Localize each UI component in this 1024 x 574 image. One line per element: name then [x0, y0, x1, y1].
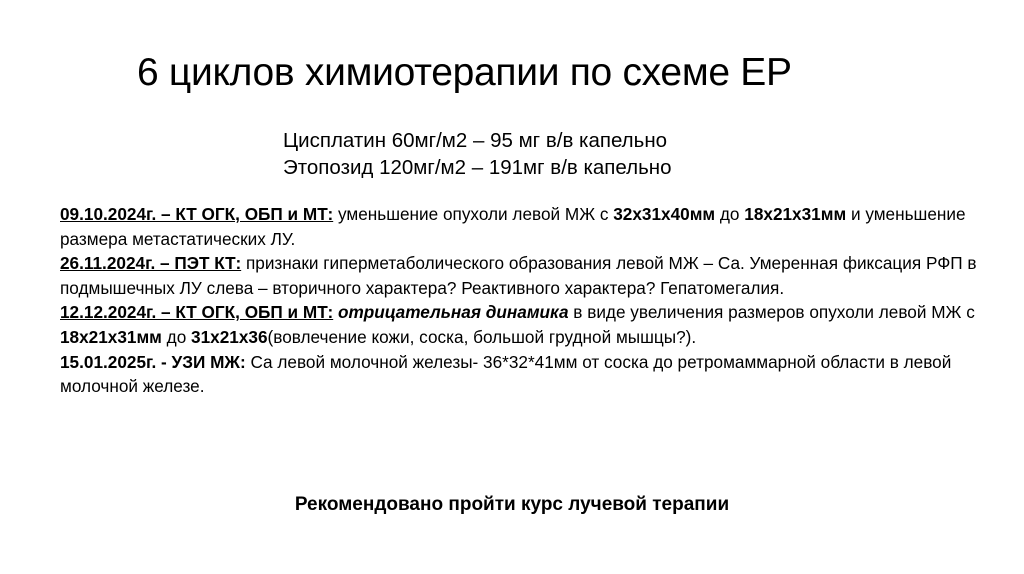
finding-entry-ct-dec: [60, 300, 980, 349]
finding-entry-pet-ct: [60, 251, 980, 300]
tumor-size: 32х31х40мм: [613, 204, 716, 224]
drug-line-etoposide: Этопозид 120мг/м2 – 191мг в/в капельно: [283, 156, 672, 179]
finding-heading: 12.12.2024г. – КТ ОГК, ОБП и МТ:: [60, 302, 334, 323]
drug-line-cisplatin: Цисплатин 60мг/м2 – 95 мг в/в капельно: [283, 129, 668, 152]
tumor-size: 18х21х31мм: [60, 326, 162, 347]
finding-text: до: [715, 204, 745, 224]
finding-heading: 09.10.2024г. – КТ ОГК, ОБП и МТ:: [60, 204, 334, 224]
finding-entry-ultrasound: [60, 350, 980, 399]
finding-text: до: [161, 326, 192, 347]
finding-heading: 26.11.2024г. – ПЭТ КТ:: [60, 253, 242, 274]
negative-dynamics-text: отрицательная динамика: [337, 302, 569, 323]
recommendation-text: Рекомендовано пройти курс лучевой терапии: [294, 494, 730, 515]
drug-dosage-block: [283, 127, 671, 181]
finding-text: признаки гиперметаболического образования левой МЖ – Са. Умеренная фиксация РФП в подмышечных ЛУ слева – вторичного характера? Реактивного характера? Гепатомегалия.: [60, 253, 977, 298]
finding-text: Са левой молочной железы- 36*32*41мм от соска до ретромаммарной области в левой молочной железе.: [60, 351, 952, 397]
slide-title: 6 циклов химиотерапии по схеме ЕР: [137, 51, 792, 94]
findings-text: [60, 202, 980, 399]
tumor-size: 18х21х31мм: [744, 204, 847, 224]
finding-text: в виде увеличения размеров опухоли левой МЖ с: [568, 302, 975, 323]
finding-text: и уменьшение размера метастатических ЛУ.: [60, 204, 966, 249]
finding-entry-ct-oct: [60, 202, 980, 251]
finding-text: уменьшение опухоли левой МЖ с: [333, 204, 614, 224]
finding-heading: 15.01.2025г. - УЗИ МЖ:: [60, 351, 246, 372]
finding-text: (вовлечение кожи, соска, большой грудной мышцы?).: [267, 326, 697, 347]
tumor-size: 31х21х36: [191, 326, 268, 347]
